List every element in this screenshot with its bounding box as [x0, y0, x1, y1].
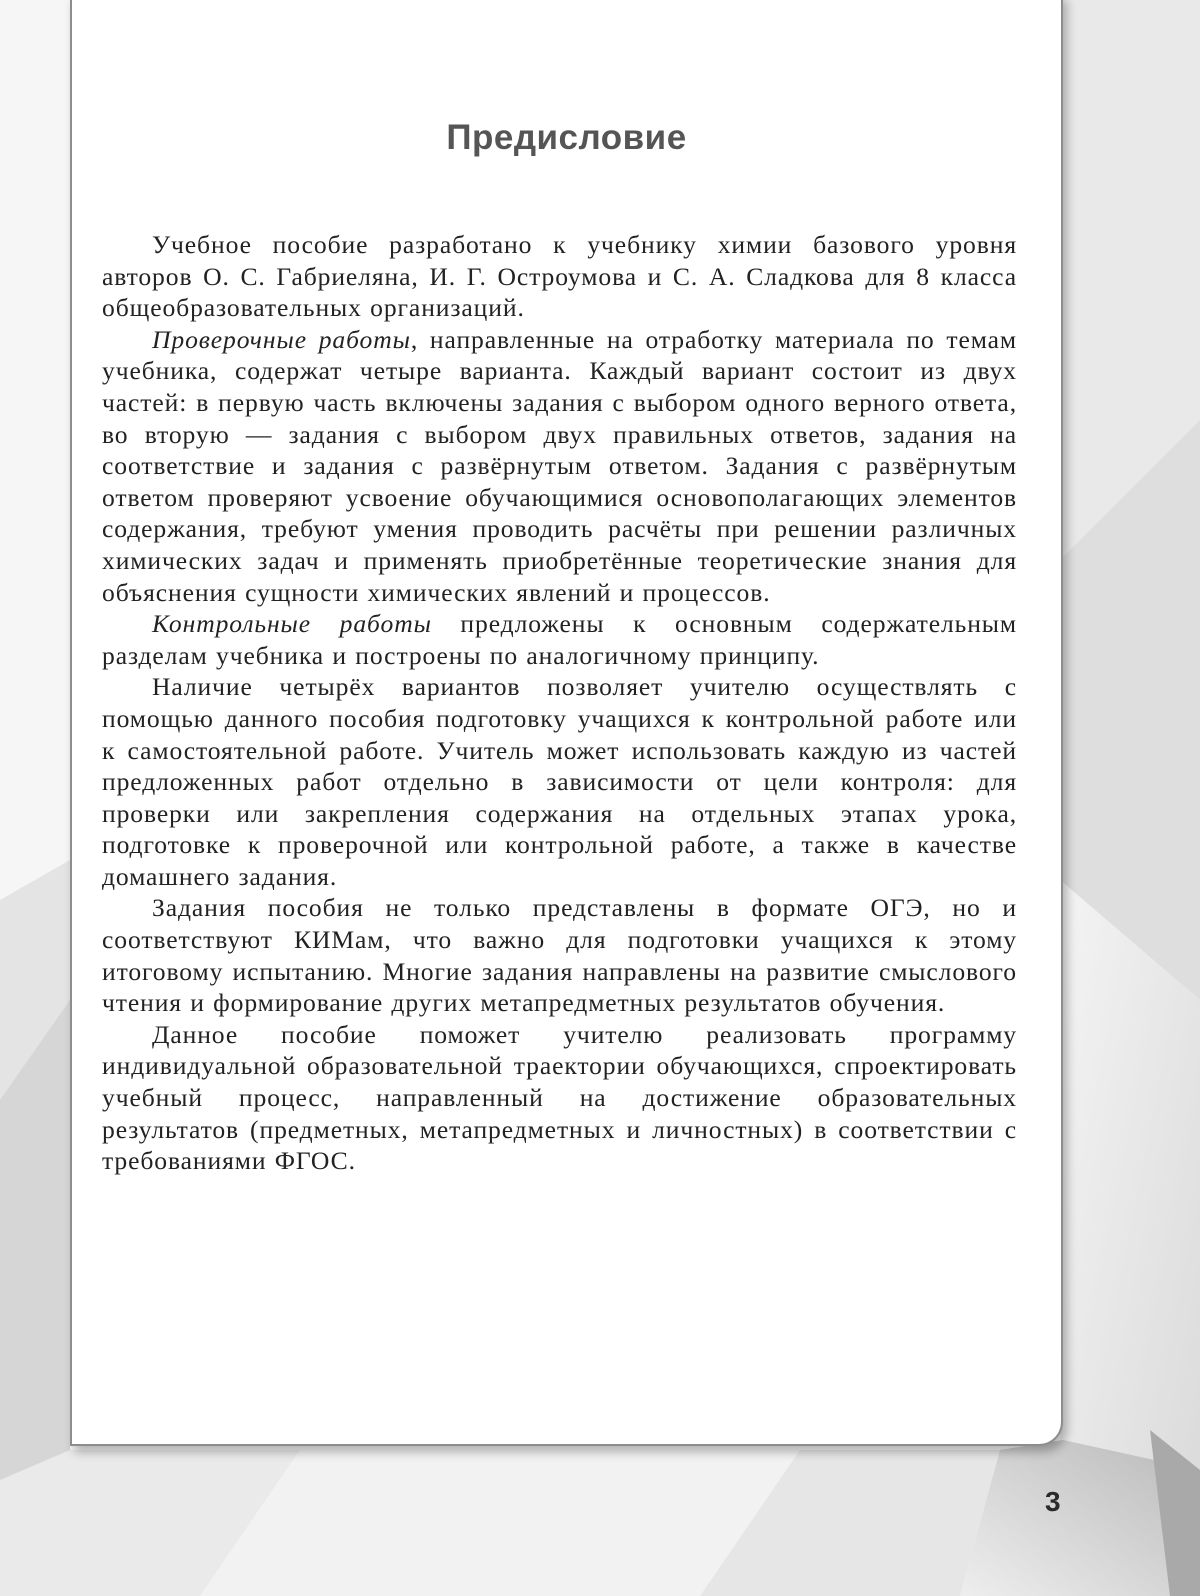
preface-body [102, 229, 1017, 1177]
paragraph-3-lead: Контрольные работы [152, 609, 432, 639]
paragraph-2-lead: Проверочные работы [152, 324, 411, 354]
paragraph-3 [102, 608, 1017, 671]
paragraph-2 [102, 324, 1017, 608]
page-card [70, 0, 1063, 1446]
paragraph-1-text: Учебное пособие разработано к учебнику химии базового уровня авторов О. С. Габриеляна, И. Г. Остроумова и С. А. Сладкова для 8 класса общеобразовательных организаций. [102, 230, 1017, 323]
paragraph-6-text: Данное пособие поможет учителю реализовать программу индивидуальной образовательной траектории обучающихся, спроектировать учебный процесс, направленный на достижение образовательных результатов (предметных, метапредметных и личностных) в соответствии с требованиями ФГОС. [102, 1019, 1017, 1176]
paragraph-5-text: Задания пособия не только представлены в формате ОГЭ, но и соответствуют КИМам, что важно для подготовки учащихся к этому итоговому испытанию. Многие задания направлены на развитие смыслового чтения и формирование других метапредметных результатов обучения. [102, 893, 1017, 1018]
paragraph-2-text: , направленные на отработку материала по темам учебника, содержат четыре варианта. Каждый вариант состоит из двух частей: в первую часть включены задания с выбором одного верного ответа, во вторую — задания с выбором двух правильных ответов, задания на соответствие и задания с развёрнутым ответом. Задания с развёрнутым ответом проверяют усвоение обучающимися основополагающих элементов содержания, требуют умения проводить расчёты при решении различных химических задач и применять приобретённые теоретические знания для объяснения сущности химических явлений и процессов. [102, 324, 1017, 607]
paragraph-6 [102, 1019, 1017, 1177]
paragraph-4-text: Наличие четырёх вариантов позволяет учителю осуществлять с помощью данного пособия подготовку учащихся к контрольной работе или к самостоятельной работе. Учитель может использовать каждую из частей предложенных работ отдельно в зависимости от цели контроля: для проверки или закрепления содержания на отдельных этапах урока, подготовке к проверочной или контрольной работе, а также в качестве домашнего задания. [102, 672, 1017, 891]
page-number: 3 [1045, 1486, 1061, 1517]
page-title: Предисловие [446, 118, 687, 157]
paragraph-3-text: предложены к основным содержательным разделам учебника и построены по аналогичному принципу. [102, 609, 1017, 670]
paragraph-5 [102, 892, 1017, 1018]
paragraph-4 [102, 671, 1017, 892]
paragraph-1 [102, 229, 1017, 324]
